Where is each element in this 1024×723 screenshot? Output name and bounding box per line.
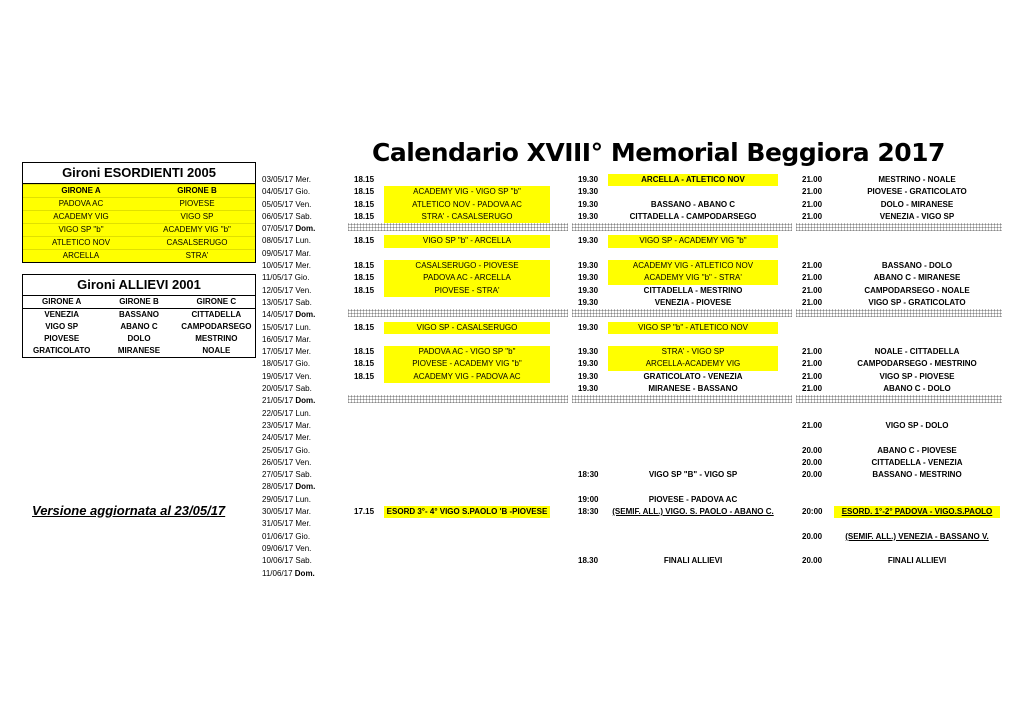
day-name: Ven.	[295, 371, 312, 381]
date-text: 25/05/17	[262, 445, 294, 455]
calendar-row	[262, 358, 1002, 370]
calendar-row	[262, 408, 1002, 420]
day-name: Mer.	[295, 175, 311, 184]
date-text: 01/06/17	[262, 531, 294, 541]
allievi-header-a: GIRONE A	[42, 297, 82, 306]
day-name: Gio.	[294, 273, 310, 283]
match-date	[262, 506, 352, 518]
calendar-row	[262, 248, 1002, 260]
time-slot-2: 19.30	[578, 199, 599, 209]
calendar-row	[262, 555, 1002, 567]
date-text: 10/05/17	[262, 261, 294, 271]
match-date	[262, 494, 352, 506]
date-text: 18/05/17	[262, 359, 294, 369]
calendar-row	[262, 531, 1002, 543]
calendar-row	[262, 334, 1002, 346]
match-date	[262, 186, 352, 198]
day-name: Lun.	[295, 494, 311, 504]
time-slot-3: 21.00	[802, 359, 823, 369]
match-slot-1: ATLETICO NOV - PADOVA AC	[384, 199, 550, 211]
date-text: 11/06/17	[262, 568, 293, 578]
date-text: 19/05/17	[262, 371, 294, 381]
allievi-row	[23, 333, 255, 345]
match-slot-2: (SEMIF. ALL.) VIGO. S. PAOLO - ABANO C.	[612, 507, 774, 517]
esordienti-team-cell: ATLETICO NOV	[51, 238, 111, 247]
time-slot-1: 18.15	[354, 261, 375, 271]
day-name: Mer.	[295, 433, 311, 443]
date-text: 28/05/17	[262, 482, 294, 492]
match-date	[262, 358, 352, 370]
match-slot-2: ACADEMY VIG "b" - STRA'	[608, 272, 778, 284]
day-name: Mar.	[295, 334, 311, 344]
time-slot-2: 18:30	[578, 470, 599, 480]
esordienti-header-b: GIRONE B	[177, 186, 217, 195]
match-date	[262, 260, 352, 272]
match-slot-3: VIGO SP - DOLO	[885, 420, 949, 430]
time-slot-3: 21.00	[802, 211, 823, 221]
time-slot-3: 21.00	[802, 187, 823, 197]
date-text: 22/05/17	[262, 408, 294, 418]
day-name: Sab.	[295, 470, 312, 480]
time-slot-2: 19.30	[578, 322, 599, 332]
calendar-row	[262, 420, 1002, 432]
time-slot-1: 18.15	[354, 211, 375, 221]
time-slot-1: 18.15	[354, 371, 375, 381]
day-name: Mer.	[295, 261, 311, 271]
time-slot-2: 19.30	[578, 347, 599, 357]
time-slot-3: 21.00	[802, 285, 823, 295]
allievi-team-cell: VIGO SP	[45, 322, 79, 331]
match-calendar	[262, 174, 1002, 580]
allievi-groups-table	[22, 274, 256, 358]
date-text: 07/05/17	[262, 224, 294, 234]
calendar-row	[262, 211, 1002, 223]
time-slot-1: 18.15	[354, 359, 375, 369]
match-slot-1: VIGO SP "b" - ARCELLA	[384, 235, 550, 247]
date-text: 10/06/17	[262, 556, 294, 566]
time-slot-1: 18.15	[354, 199, 375, 209]
match-slot-1: VIGO SP - CASALSERUGO	[384, 322, 550, 334]
time-slot-3: 21.00	[802, 175, 823, 184]
calendar-row	[262, 383, 1002, 395]
day-name: Ven.	[295, 457, 312, 467]
match-slot-3: CITTADELLA - VENEZIA	[871, 457, 963, 467]
time-slot-2: 19.30	[578, 187, 599, 197]
esordienti-team-cell: ACADEMY VIG	[53, 212, 109, 221]
date-text: 15/05/17	[262, 322, 294, 332]
rest-day-pattern	[348, 309, 568, 317]
match-date	[262, 235, 352, 247]
match-date	[262, 408, 352, 420]
match-slot-3: VIGO SP - GRATICOLATO	[868, 297, 966, 307]
match-slot-1: ACADEMY VIG - VIGO SP "b"	[384, 186, 550, 198]
time-slot-2: 19.30	[578, 261, 599, 271]
calendar-row	[262, 432, 1002, 444]
match-date	[262, 543, 352, 555]
date-text: 23/05/17	[262, 420, 294, 430]
calendar-row	[262, 346, 1002, 358]
esordienti-row	[23, 197, 255, 210]
date-text: 27/05/17	[262, 470, 294, 480]
match-slot-2: CITTADELLA - MESTRINO	[643, 285, 743, 295]
esordienti-team-cell: STRA'	[185, 251, 209, 260]
match-date	[262, 223, 352, 235]
match-date	[262, 248, 352, 260]
match-slot-1: CASALSERUGO - PIOVESE	[384, 260, 550, 272]
date-text: 09/05/17	[262, 248, 294, 258]
rest-day-pattern	[572, 223, 792, 231]
time-slot-1: 18.15	[354, 236, 375, 246]
esordienti-header-row	[23, 184, 255, 197]
time-slot-3: 21.00	[802, 384, 823, 394]
allievi-team-cell: CAMPODARSEGO	[181, 322, 252, 331]
match-slot-3: DOLO - MIRANESE	[880, 199, 954, 209]
match-date	[262, 469, 352, 481]
date-text: 13/05/17	[262, 297, 294, 307]
esordienti-row	[23, 223, 255, 236]
match-slot-2: VIGO SP - ACADEMY VIG "b"	[608, 235, 778, 247]
match-date	[262, 285, 352, 297]
time-slot-1: 18.15	[354, 175, 375, 184]
calendar-row	[262, 223, 1002, 235]
day-name: Dom.	[294, 568, 315, 578]
time-slot-1: 18.15	[354, 273, 375, 283]
match-slot-2: ARCELLA-ACADEMY VIG	[608, 358, 778, 370]
match-slot-3: VENEZIA - VIGO SP	[879, 211, 955, 221]
match-slot-1: PADOVA AC - VIGO SP "b"	[384, 346, 550, 358]
allievi-header-b: GIRONE B	[119, 297, 159, 306]
date-text: 21/05/17	[262, 396, 294, 406]
time-slot-3: 20.00	[802, 445, 823, 455]
calendar-row	[262, 174, 1002, 186]
calendar-row	[262, 457, 1002, 469]
match-date	[262, 555, 352, 567]
esordienti-team-cell: PIOVESE	[179, 199, 215, 208]
calendar-row	[262, 494, 1002, 506]
time-slot-3: 21.00	[802, 420, 823, 430]
allievi-team-cell: DOLO	[127, 334, 151, 343]
time-slot-3: 20.00	[802, 531, 823, 541]
match-slot-2: VENEZIA - PIOVESE	[654, 297, 732, 307]
match-date	[262, 395, 352, 407]
rest-day-pattern	[348, 395, 568, 403]
date-text: 12/05/17	[262, 285, 294, 295]
match-date	[262, 420, 352, 432]
time-slot-2: 19.30	[578, 236, 599, 246]
match-slot-2: BASSANO - ABANO C	[650, 199, 736, 209]
match-slot-1: PIOVESE - STRA'	[384, 285, 550, 297]
match-slot-1: ACADEMY VIG - PADOVA AC	[384, 371, 550, 383]
time-slot-1: 18.15	[354, 187, 375, 197]
day-name: Gio.	[295, 359, 311, 369]
match-slot-3: ABANO C - DOLO	[883, 384, 951, 394]
day-name: Gio.	[295, 531, 311, 541]
time-slot-3: 20.00	[802, 470, 823, 480]
time-slot-2: 19:00	[578, 494, 599, 504]
allievi-team-cell: MESTRINO	[195, 334, 238, 343]
esordienti-groups-table	[22, 162, 256, 263]
date-text: 09/06/17	[262, 543, 294, 553]
time-slot-3: 20.00	[802, 556, 823, 566]
allievi-team-cell: VENEZIA	[44, 310, 79, 319]
calendar-row	[262, 199, 1002, 211]
match-slot-2: FINALI ALLIEVI	[663, 556, 723, 566]
time-slot-2: 18:30	[578, 507, 599, 517]
calendar-row	[262, 518, 1002, 530]
match-date	[262, 322, 352, 334]
date-text: 11/05/17	[262, 273, 293, 283]
date-text: 08/05/17	[262, 236, 294, 246]
esordienti-row	[23, 210, 255, 223]
esordienti-team-cell: PADOVA AC	[58, 199, 104, 208]
allievi-row	[23, 345, 255, 357]
esordienti-team-cell: ARCELLA	[62, 251, 100, 260]
match-date	[262, 531, 352, 543]
match-date	[262, 346, 352, 358]
date-text: 24/05/17	[262, 433, 294, 443]
rest-day-pattern	[572, 395, 792, 403]
date-text: 31/05/17	[262, 519, 294, 529]
esordienti-table-title: Gironi ESORDIENTI 2005	[23, 163, 255, 184]
time-slot-2: 19.30	[578, 211, 599, 221]
esordienti-team-cell: VIGO SP "b"	[58, 225, 104, 234]
page-title: Calendario XVIII° Memorial Beggiora 2017	[372, 138, 945, 167]
esordienti-header-a: GIRONE A	[61, 186, 101, 195]
match-slot-1: ESORD 3°- 4° VIGO S.PAOLO 'B -PIOVESE	[384, 506, 550, 518]
esordienti-team-cell: ACADEMY VIG "b"	[163, 225, 231, 234]
day-name: Mar.	[295, 507, 311, 517]
calendar-row	[262, 235, 1002, 247]
date-text: 16/05/17	[262, 334, 294, 344]
day-name: Mar.	[295, 248, 311, 258]
match-slot-3: ABANO C - MIRANESE	[873, 273, 961, 283]
time-slot-1: 17.15	[354, 507, 375, 517]
match-date	[262, 457, 352, 469]
rest-day-pattern	[796, 395, 1002, 403]
date-text: 29/05/17	[262, 494, 294, 504]
time-slot-2: 19.30	[578, 384, 599, 394]
date-text: 20/05/17	[262, 384, 294, 394]
day-name: Ven.	[295, 543, 312, 553]
match-date	[262, 432, 352, 444]
calendar-row	[262, 186, 1002, 198]
time-slot-2: 19.30	[578, 175, 599, 184]
allievi-row	[23, 309, 255, 321]
match-date	[262, 334, 352, 346]
allievi-row	[23, 321, 255, 333]
day-name: Gio.	[295, 187, 311, 197]
calendar-row	[262, 481, 1002, 493]
day-name: Ven.	[295, 199, 312, 209]
match-slot-1: PADOVA AC - ARCELLA	[384, 272, 550, 284]
day-name: Lun.	[295, 322, 311, 332]
time-slot-3: 20.00	[802, 457, 823, 467]
day-name: Sab.	[295, 384, 312, 394]
match-slot-3: CAMPODARSEGO - MESTRINO	[857, 359, 977, 369]
match-date	[262, 568, 352, 580]
match-slot-2: GRATICOLATO - VENEZIA	[643, 371, 743, 381]
esordienti-row	[23, 249, 255, 262]
date-text: 04/05/17	[262, 187, 294, 197]
date-text: 30/05/17	[262, 507, 294, 517]
day-name: Mer.	[295, 347, 311, 357]
rest-day-pattern	[572, 309, 792, 317]
day-name: Ven.	[295, 285, 312, 295]
day-name: Mar.	[295, 420, 311, 430]
time-slot-2: 19.30	[578, 273, 599, 283]
time-slot-2: 19.30	[578, 371, 599, 381]
time-slot-1: 18.15	[354, 322, 375, 332]
match-date	[262, 445, 352, 457]
match-date	[262, 383, 352, 395]
allievi-table-title: Gironi ALLIEVI 2001	[23, 275, 255, 296]
rest-day-pattern	[796, 309, 1002, 317]
rest-day-pattern	[348, 223, 568, 231]
match-date	[262, 518, 352, 530]
match-slot-3: PIOVESE - GRATICOLATO	[867, 187, 967, 197]
time-slot-2: 19.30	[578, 359, 599, 369]
date-text: 03/05/17	[262, 175, 294, 184]
calendar-row	[262, 285, 1002, 297]
match-slot-2: VIGO SP "B" - VIGO SP	[648, 470, 738, 480]
calendar-row	[262, 272, 1002, 284]
calendar-row	[262, 371, 1002, 383]
match-slot-3: ABANO C - PIOVESE	[877, 445, 957, 455]
allievi-team-cell: BASSANO	[118, 310, 159, 319]
allievi-team-cell: CITTADELLA	[191, 310, 242, 319]
date-text: 14/05/17	[262, 310, 294, 320]
match-slot-3: BASSANO - MESTRINO	[872, 470, 962, 480]
day-name: Dom.	[295, 224, 316, 234]
match-date	[262, 309, 352, 321]
match-slot-3: (SEMIF. ALL.) VENEZIA - BASSANO V.	[845, 531, 989, 541]
time-slot-3: 21.00	[802, 347, 823, 357]
esordienti-row	[23, 236, 255, 249]
match-date	[262, 481, 352, 493]
calendar-row	[262, 543, 1002, 555]
match-date	[262, 272, 352, 284]
time-slot-3: 21.00	[802, 261, 823, 271]
match-slot-3: FINALI ALLIEVI	[887, 556, 947, 566]
day-name: Sab.	[295, 297, 312, 307]
match-slot-3: MESTRINO - NOALE	[878, 175, 956, 184]
match-date	[262, 297, 352, 309]
match-slot-2: MIRANESE - BASSANO	[648, 384, 738, 394]
allievi-team-cell: GRATICOLATO	[33, 346, 91, 355]
esordienti-team-cell: CASALSERUGO	[166, 238, 228, 247]
match-date	[262, 211, 352, 223]
day-name: Dom.	[295, 482, 316, 492]
match-slot-3: ESORD. 1°-2° PADOVA - VIGO.S.PAOLO	[834, 506, 1000, 518]
match-slot-3: NOALE - CITTADELLA	[874, 347, 960, 357]
match-slot-3: CAMPODARSEGO - NOALE	[864, 285, 970, 295]
time-slot-1: 18.15	[354, 285, 375, 295]
calendar-row	[262, 322, 1002, 334]
date-text: 06/05/17	[262, 211, 294, 221]
day-name: Sab.	[295, 556, 312, 566]
allievi-team-cell: NOALE	[202, 346, 231, 355]
match-slot-1: PIOVESE - ACADEMY VIG "b"	[384, 358, 550, 370]
time-slot-2: 19.30	[578, 285, 599, 295]
match-date	[262, 199, 352, 211]
esordienti-team-cell: VIGO SP	[180, 212, 214, 221]
match-slot-3: VIGO SP - PIOVESE	[879, 371, 955, 381]
allievi-header-c: GIRONE C	[196, 297, 237, 306]
time-slot-3: 21.00	[802, 371, 823, 381]
allievi-team-cell: MIRANESE	[117, 346, 161, 355]
calendar-row	[262, 445, 1002, 457]
match-slot-2: STRA' - VIGO SP	[608, 346, 778, 358]
calendar-row	[262, 395, 1002, 407]
allievi-team-cell: ABANO C	[120, 322, 158, 331]
time-slot-3: 21.00	[802, 273, 823, 283]
calendar-row	[262, 506, 1002, 518]
time-slot-3: 20:00	[802, 507, 823, 517]
day-name: Lun.	[295, 408, 311, 418]
match-slot-2: VIGO SP "b" - ATLETICO NOV	[608, 322, 778, 334]
day-name: Dom.	[295, 310, 316, 320]
match-date	[262, 174, 352, 186]
calendar-row	[262, 297, 1002, 309]
day-name: Gio.	[295, 445, 311, 455]
calendar-row	[262, 469, 1002, 481]
day-name: Dom.	[295, 396, 316, 406]
day-name: Lun.	[295, 236, 311, 246]
allievi-team-cell: PIOVESE	[44, 334, 80, 343]
calendar-row	[262, 309, 1002, 321]
day-name: Sab.	[295, 211, 312, 221]
allievi-header-row	[23, 296, 255, 309]
time-slot-2: 19.30	[578, 297, 599, 307]
match-slot-2: ARCELLA - ATLETICO NOV	[608, 174, 778, 186]
calendar-row	[262, 260, 1002, 272]
time-slot-3: 21.00	[802, 199, 823, 209]
date-text: 26/05/17	[262, 457, 294, 467]
match-date	[262, 371, 352, 383]
date-text: 17/05/17	[262, 347, 294, 357]
time-slot-3: 21.00	[802, 297, 823, 307]
match-slot-2: CITTADELLA - CAMPODARSEGO	[629, 211, 757, 221]
time-slot-2: 18.30	[578, 556, 599, 566]
match-slot-2: PIOVESE - PADOVA AC	[648, 494, 738, 504]
time-slot-1: 18.15	[354, 347, 375, 357]
version-note: Versione aggiornata al 23/05/17	[32, 503, 226, 518]
date-text: 05/05/17	[262, 199, 294, 209]
match-slot-2: ACADEMY VIG - ATLETICO NOV	[608, 260, 778, 272]
match-slot-1: STRA' - CASALSERUGO	[384, 211, 550, 223]
day-name: Mer.	[295, 519, 311, 529]
calendar-row	[262, 568, 1002, 580]
rest-day-pattern	[796, 223, 1002, 231]
match-slot-3: BASSANO - DOLO	[881, 261, 953, 271]
